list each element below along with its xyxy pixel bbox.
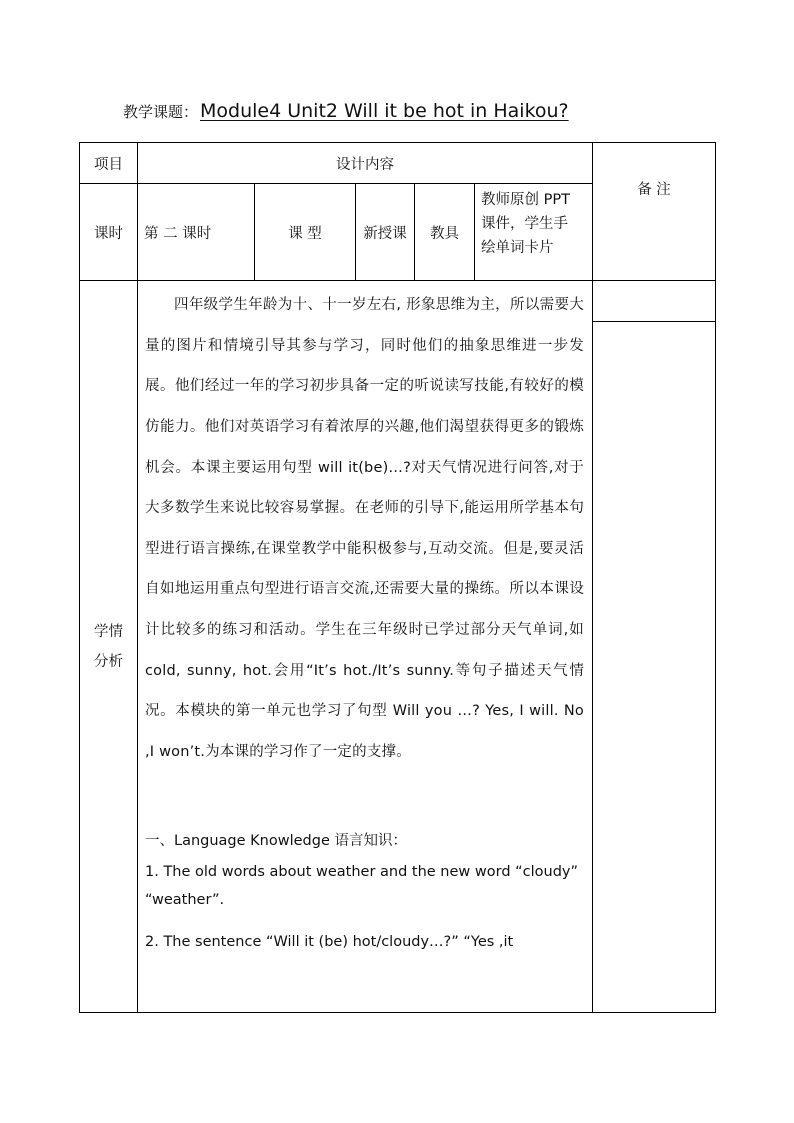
lesson-label: 课时 [80, 184, 138, 281]
knowledge-item: 1. The old words about weather and the new word “cloudy” “weather”. [145, 864, 579, 909]
knowledge-item: 2. The sentence “Will it (be) hot/cloudy…?” “Yes ,it [145, 934, 514, 951]
notes-cell-top [593, 281, 716, 322]
tools-line: 绘单词卡片 [481, 240, 554, 257]
tools-value [475, 184, 593, 281]
lesson-topic-heading [123, 100, 569, 130]
analysis-label [80, 281, 138, 1013]
topic-prefix: 教学课题： [123, 103, 199, 121]
analysis-paragraph: 四年级学生年龄为十、十一岁左右, 形象思维为主，所以需要大量的图片和情境引导其参与学习，同时他们的抽象思维进一步发展。他们经过一年的学习初步具备一定的听说读写技能,有较好的模仿能力。他们对英语学习有着浓厚的兴趣,他们渴望获得更多的锻炼机会。本课主要运用句型 will it(be)…?对天气情况进行问答,对于大多数学生来说比较容易掌握。在老师的引导下,能运用所学基本句型进行语言操练,在课堂教学中能积极参与,互动交流。但是,要灵活自如地运用重点句型进行语言交流,还需要大量的操练。所以本课设计比较多的练习和活动。学生在三年级时已学过部分天气单词,如 cold, sunny, hot.会用“It’s hot./It’s sunny.等句子描述天气情况。本模块的第一单元也学习了句型 Will you …? Yes, I will. No ,I won’t.为本课的学习作了一定的支撑。 [145, 297, 585, 760]
lesson-plan-table [79, 142, 716, 1013]
col-notes-header: 备 注 [593, 143, 716, 281]
type-label: 课 型 [255, 184, 356, 281]
type-value: 新授课 [356, 184, 415, 281]
analysis-label-line: 学情 [94, 623, 123, 640]
lesson-value: 第 二 课时 [138, 184, 255, 281]
col-design-header: 设计内容 [138, 143, 593, 184]
tools-line: 教师原创 PPT [481, 192, 570, 209]
analysis-row-top [80, 281, 716, 322]
section-title: 一、Language Knowledge 语言知识： [145, 833, 407, 850]
analysis-label-line: 分析 [94, 653, 123, 670]
analysis-content [138, 281, 593, 1013]
header-row [80, 143, 716, 184]
col-item-header: 项目 [80, 143, 138, 184]
notes-cell-bottom [593, 322, 716, 1013]
tools-line: 课件，学生手 [481, 216, 568, 233]
topic-title: Module4 Unit2 Will it be hot in Haikou? [200, 100, 569, 122]
tools-label: 教具 [415, 184, 475, 281]
